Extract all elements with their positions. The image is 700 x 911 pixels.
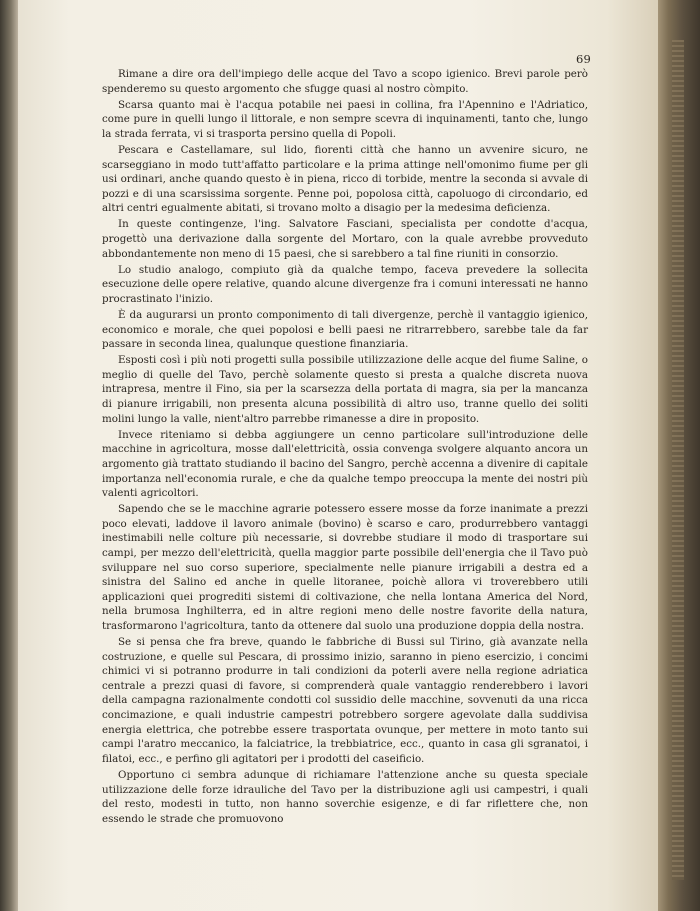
- page-stack-edge: [672, 40, 684, 880]
- paragraph: Sapendo che se le macchine agrarie potessero essere mosse da forze inanimate a prezzi poco elevati, laddove il lavoro animale (bovino) è scarso e caro, produrrebbero vantaggi inestimabili nelle colture più necessarie, si dovrebbe studiare il modo di trasportare sui campi, per mezzo dell'elettricità, quella maggior parte possibile dell'energia che il Tavo può sviluppare nel suo corso superiore, specialmente nelle pianure irrigabili a destra ed a sinistra del Salino ed anche in quelle litoranee, poichè allora vi troverebbero utili applicazioni quei progrediti sistemi di coltivazione, che nella lontana America del Nord, nella brumosa Inghilterra, ed in altre regioni meno delle nostre favorite della natura, trasformarono l'agricoltura, tanto da ottenere dal suolo una produzione doppia della nostra.: [102, 503, 588, 632]
- paragraph: Esposti così i più noti progetti sulla possibile utilizzazione delle acque del fiume Saline, o meglio di quelle del Tavo, perchè solamente questo si presta a qualche discreta nuova intrapresa, mentre il Fino, sia per la scarsezza della portata di magra, sia per la mancanza di pianure irrigabili, non presenta alcuna possibilità di altro uso, tranne quello dei soliti molini lungo la valle, nient'altro parrebbe rimanesse a dire in proposito.: [102, 354, 588, 425]
- paragraph: Lo studio analogo, compiuto già da qualche tempo, faceva prevedere la sollecita esecuzione delle opere relative, quando alcune divergenze fra i comuni interessati ne hanno procrastinato l'inizio.: [102, 263, 588, 305]
- paragraph: Opportuno ci sembra adunque di richiamare l'attenzione anche su questa speciale utilizzazione delle forze idrauliche del Tavo per la distribuzione agli usi campestri, i quali del resto, modesti in tutto, non hanno soverchie esigenze, e di far riflettere che, non essendo le strade che promuovono: [102, 768, 588, 825]
- paragraph: È da augurarsi un pronto componimento di tali divergenze, perchè il vantaggio igienico, economico e morale, che quei popolosi e belli paesi ne ritrarrebbero, sarebbe tale da far passare in seconda linea, qualunque questione finanziaria.: [102, 309, 588, 351]
- book-binding-edge: [658, 0, 700, 911]
- paragraph: Pescara e Castellamare, sul lido, fiorenti città che hanno un avvenire sicuro, ne scarseggiano in modo tutt'affatto particolare e la prima attinge nell'omonimo fiume per gli usi ordinari, anche quando questo è in piena, ricco di torbide, mentre la seconda si avvale di pozzi e di una scarsissima sorgente. Penne poi, popolosa città, capoluogo di circondario, ed altri centri egualmente abitati, si trovano molto a disagio per la medesima deficienza.: [102, 143, 588, 215]
- page-number: 69: [575, 52, 591, 66]
- book-page: [18, 0, 658, 911]
- paragraph: Invece riteniamo si debba aggiungere un cenno particolare sull'introduzione delle macchine in agricoltura, mosse dall'elettricità, ossia convenga svolgere alquanto ancora un argomento già trattato studiando il bacino del Sangro, perchè accenna a divenire di capitale importanza nell'economia rurale, e che da qualche tempo preoccupa la mente dei nostri più valenti agricoltori.: [102, 428, 588, 500]
- page-body: [102, 67, 588, 828]
- paragraph: Rimane a dire ora dell'impiego delle acque del Tavo a scopo igienico. Brevi parole però spenderemo su questo argomento che sfugge quasi al nostro còmpito.: [102, 68, 588, 95]
- left-book-shadow: [0, 0, 18, 911]
- paragraph: In queste contingenze, l'ing. Salvatore Fasciani, specialista per condotte d'acqua, progettò una derivazione dalla sorgente del Mortaro, con la quale avrebbe provveduto abbondantemente non meno di 15 paesi, che si sarebbero a tal fine riuniti in consorzio.: [102, 218, 588, 260]
- paragraph: Scarsa quanto mai è l'acqua potabile nei paesi in collina, fra l'Apennino e l'Adriatico, come pure in quelli lungo il littorale, e non sempre scevra di inquinamenti, tanto che, lungo la strada ferrata, vi si trasporta persino quella di Popoli.: [102, 98, 588, 140]
- paragraph: Se si pensa che fra breve, quando le fabbriche di Bussi sul Tirino, già avanzate nella costruzione, e quelle sul Pescara, di prossimo inizio, saranno in pieno esercizio, i concimi chimici vi si potranno produrre in tali condizioni da poterli avere nella regione adriatica centrale a prezzi quasi di favore, si comprenderà quale vantaggio renderebbero i lavori della campagna razionalmente condotti col sussidio delle macchine, sovvenuti da una ricca concimazione, e quali industrie campestri potrebbero sorgere agevolate dalla suddivisa energia elettrica, che potrebbe essere trasportata ovunque, per mettere in moto tanto sui campi l'aratro meccanico, la falciatrice, la trebbiatrice, ecc., quanto in casa gli sgranatoi, i filatoi, ecc., e perfino gli agitatori per i prodotti del caseificio.: [102, 636, 588, 765]
